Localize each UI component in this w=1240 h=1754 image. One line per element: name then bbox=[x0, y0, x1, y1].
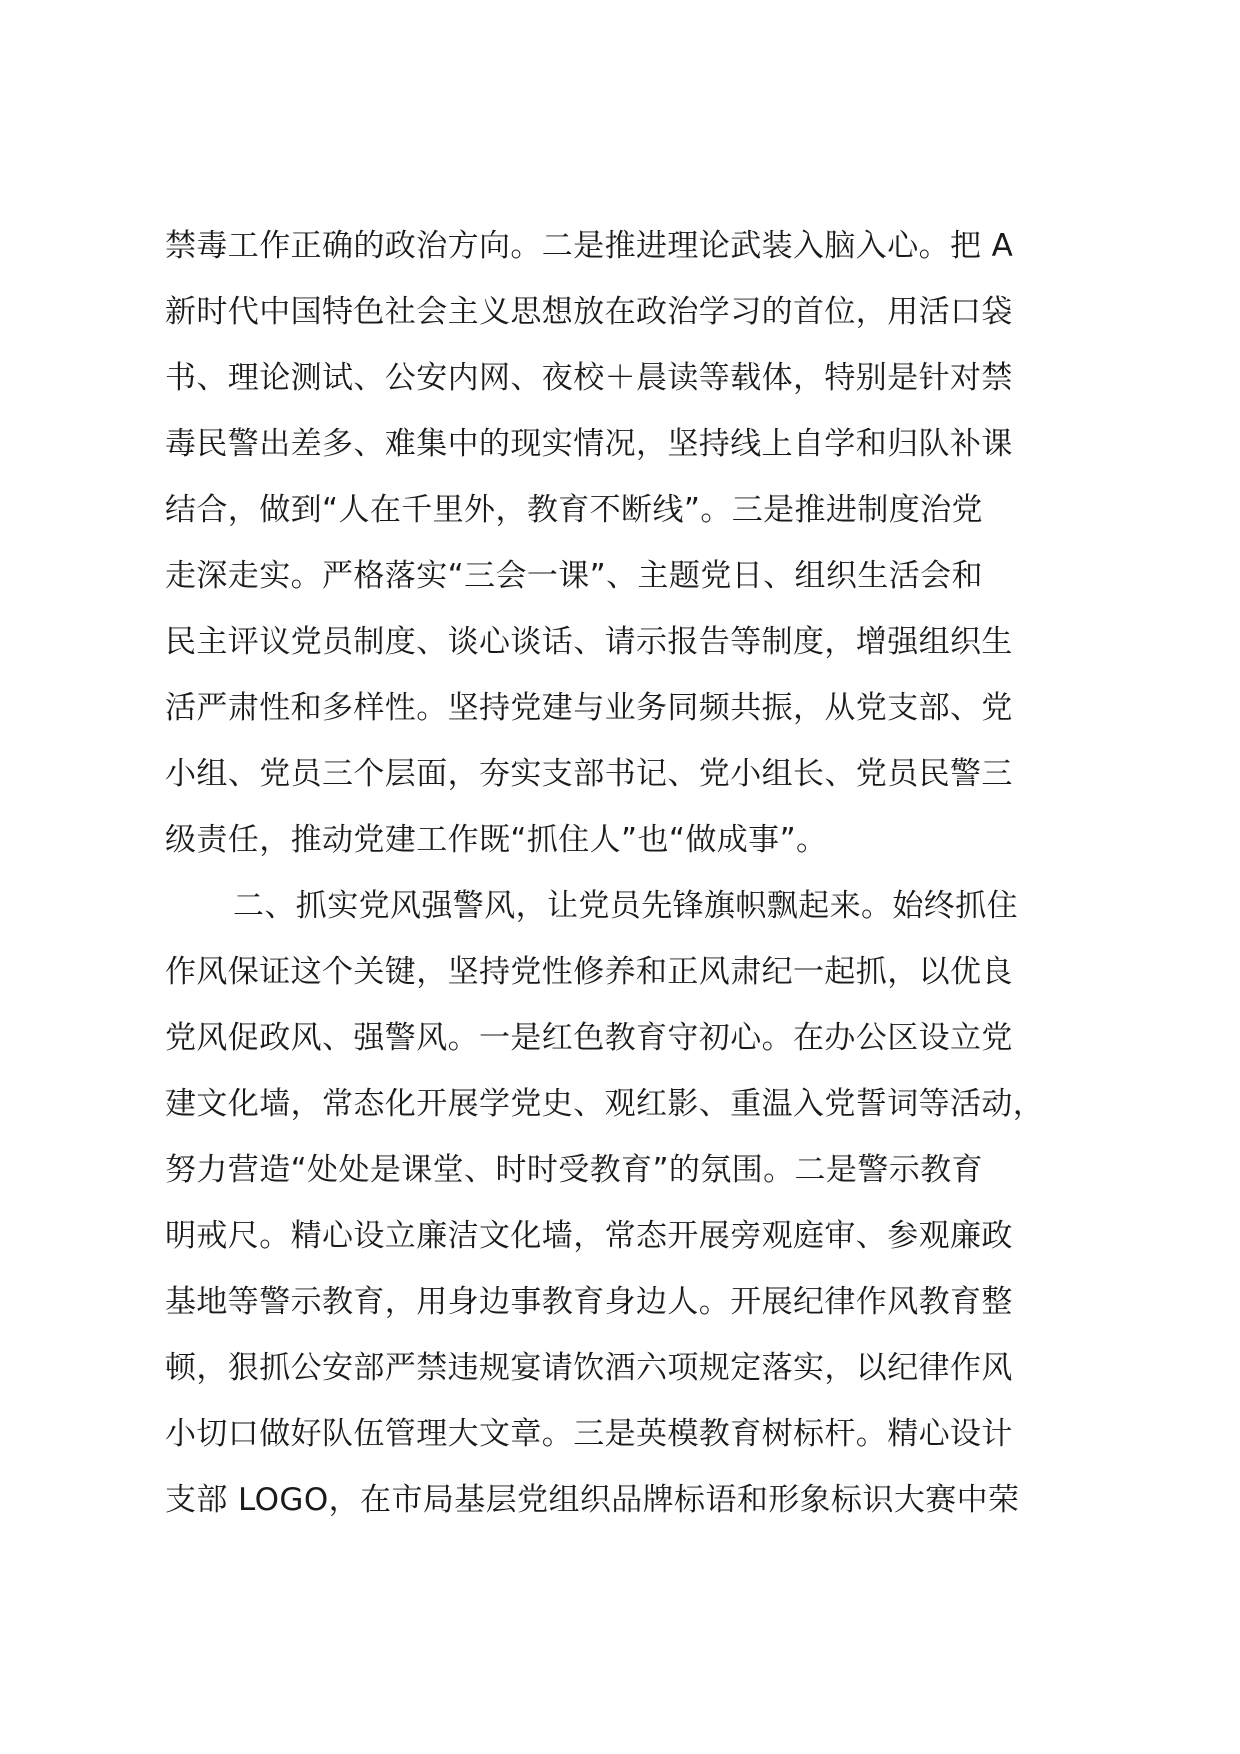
text-line: 小组、党员三个层面，夯实支部书记、党小组长、党员民警三 bbox=[165, 756, 1013, 792]
text-line: 新时代中国特色社会主义思想放在政治学习的首位，用活口袋 bbox=[165, 294, 1013, 330]
text-line: 禁毒工作正确的政治方向。二是推进理论武装入脑入心。把 A bbox=[165, 228, 1014, 264]
text-line: 小切口做好队伍管理大文章。三是英模教育树标杆。精心设计 bbox=[165, 1416, 1013, 1452]
text-line: 顿，狠抓公安部严禁违规宴请饮酒六项规定落实，以纪律作风 bbox=[165, 1350, 1013, 1386]
text-line: 毒民警出差多、难集中的现实情况，坚持线上自学和归队补课 bbox=[165, 426, 1013, 462]
section-heading-line: 二、抓实党风强警风，让党员先锋旗帜飘起来。始终抓住 bbox=[233, 888, 1018, 924]
text-line: 基地等警示教育，用身边事教育身边人。开展纪律作风教育整 bbox=[165, 1284, 1013, 1320]
text-line: 走深走实。严格落实“三会一课”、主题党日、组织生活会和 bbox=[165, 558, 983, 594]
text-line: 结合，做到“人在千里外，教育不断线”。三是推进制度治党 bbox=[165, 492, 983, 528]
text-line: 党风促政风、强警风。一是红色教育守初心。在办公区设立党 bbox=[165, 1020, 1013, 1056]
text-line: 书、理论测试、公安内网、夜校＋晨读等载体，特别是针对禁 bbox=[165, 360, 1013, 396]
text-line: 明戒尺。精心设立廉洁文化墙，常态开展旁观庭审、参观廉政 bbox=[165, 1218, 1013, 1254]
text-line: 建文化墙，常态化开展学党史、观红影、重温入党誓词等活动， bbox=[165, 1086, 1045, 1122]
text-line: 作风保证这个关键，坚持党性修养和正风肃纪一起抓，以优良 bbox=[165, 954, 1013, 990]
text-line: 活严肃性和多样性。坚持党建与业务同频共振，从党支部、党 bbox=[165, 690, 1013, 726]
body-text bbox=[165, 213, 1125, 1533]
text-line: 民主评议党员制度、谈心谈话、请示报告等制度，增强组织生 bbox=[165, 624, 1013, 660]
text-line: 努力营造“处处是课堂、时时受教育”的氛围。二是警示教育 bbox=[165, 1152, 983, 1188]
text-line: 级责任，推动党建工作既“抓住人”也“做成事”。 bbox=[165, 822, 828, 858]
text-line: 支部 LOGO，在市局基层党组织品牌标语和形象标识大赛中荣 bbox=[165, 1482, 1020, 1518]
